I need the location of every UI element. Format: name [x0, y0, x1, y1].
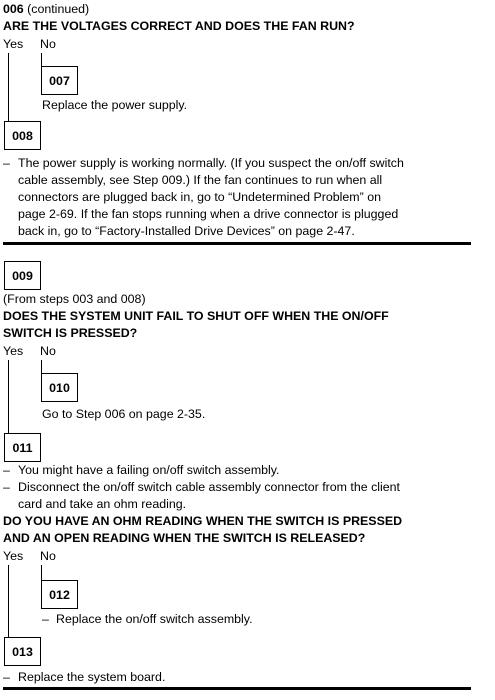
no-branch-line — [41, 53, 42, 66]
action-text: Replace the power supply. — [42, 98, 188, 112]
yes-branch-line — [8, 360, 9, 433]
step-box-009: 009 — [4, 261, 41, 290]
action-text: Go to Step 006 on page 2-35. — [42, 407, 206, 421]
paragraph-line: connectors are plugged back in, go to “Undetermined Problem” on — [18, 190, 381, 204]
no-branch-line — [41, 565, 42, 580]
action-text: Replace the system board. — [18, 670, 166, 684]
bullet-dash: – — [3, 670, 10, 684]
step-box-007: 007 — [41, 66, 78, 95]
step-box-008: 008 — [4, 121, 41, 150]
bullet-text: You might have a failing on/off switch assembly. — [18, 463, 280, 477]
from-steps-note: (From steps 003 and 008) — [3, 292, 146, 306]
step-box-010: 010 — [41, 373, 78, 402]
action-text: Replace the on/off switch assembly. — [56, 612, 253, 626]
yes-branch-line — [8, 53, 9, 121]
no-label: No — [40, 549, 56, 563]
question-heading: DOES THE SYSTEM UNIT FAIL TO SHUT OFF WHEN THE ON/OFF — [3, 309, 389, 323]
yes-label: Yes — [3, 549, 24, 563]
yes-label: Yes — [3, 344, 24, 358]
paragraph-line: back in, go to “Factory-Installed Drive Devices” on page 2-47. — [18, 224, 355, 238]
question-heading: SWITCH IS PRESSED? — [3, 326, 138, 340]
no-branch-line — [41, 360, 42, 373]
question-heading: DO YOU HAVE AN OHM READING WHEN THE SWITCH IS PRESSED — [3, 514, 403, 528]
bullet-dash: – — [3, 156, 10, 170]
section-divider — [3, 242, 471, 245]
paragraph-line: page 2-69. If the fan stops running when a drive connector is plugged — [18, 207, 399, 221]
step-number: 006 — [3, 2, 24, 16]
bullet-dash: – — [3, 463, 10, 477]
no-label: No — [40, 37, 56, 51]
yes-label: Yes — [3, 37, 24, 51]
paragraph-line: The power supply is working normally. (If you suspect the on/off switch — [18, 156, 404, 170]
step-header — [3, 2, 89, 16]
step-box-013: 013 — [4, 637, 41, 666]
bullet-text: Disconnect the on/off switch cable assembly connector from the client — [18, 480, 401, 494]
paragraph-line: cable assembly, see Step 009.) If the fan continues to run when all — [18, 173, 383, 187]
no-label: No — [40, 344, 56, 358]
bullet-dash: – — [42, 612, 49, 626]
continued-label: (continued) — [27, 2, 90, 16]
bullet-text: card and take an ohm reading. — [18, 497, 187, 511]
question-heading: ARE THE VOLTAGES CORRECT AND DOES THE FAN RUN? — [3, 19, 355, 33]
yes-branch-line — [8, 565, 9, 637]
step-box-012: 012 — [41, 580, 78, 609]
question-heading: AND AN OPEN READING WHEN THE SWITCH IS RELEASED? — [3, 531, 366, 545]
bullet-dash: – — [3, 480, 10, 494]
step-box-011: 011 — [4, 433, 41, 462]
section-divider — [3, 687, 471, 690]
